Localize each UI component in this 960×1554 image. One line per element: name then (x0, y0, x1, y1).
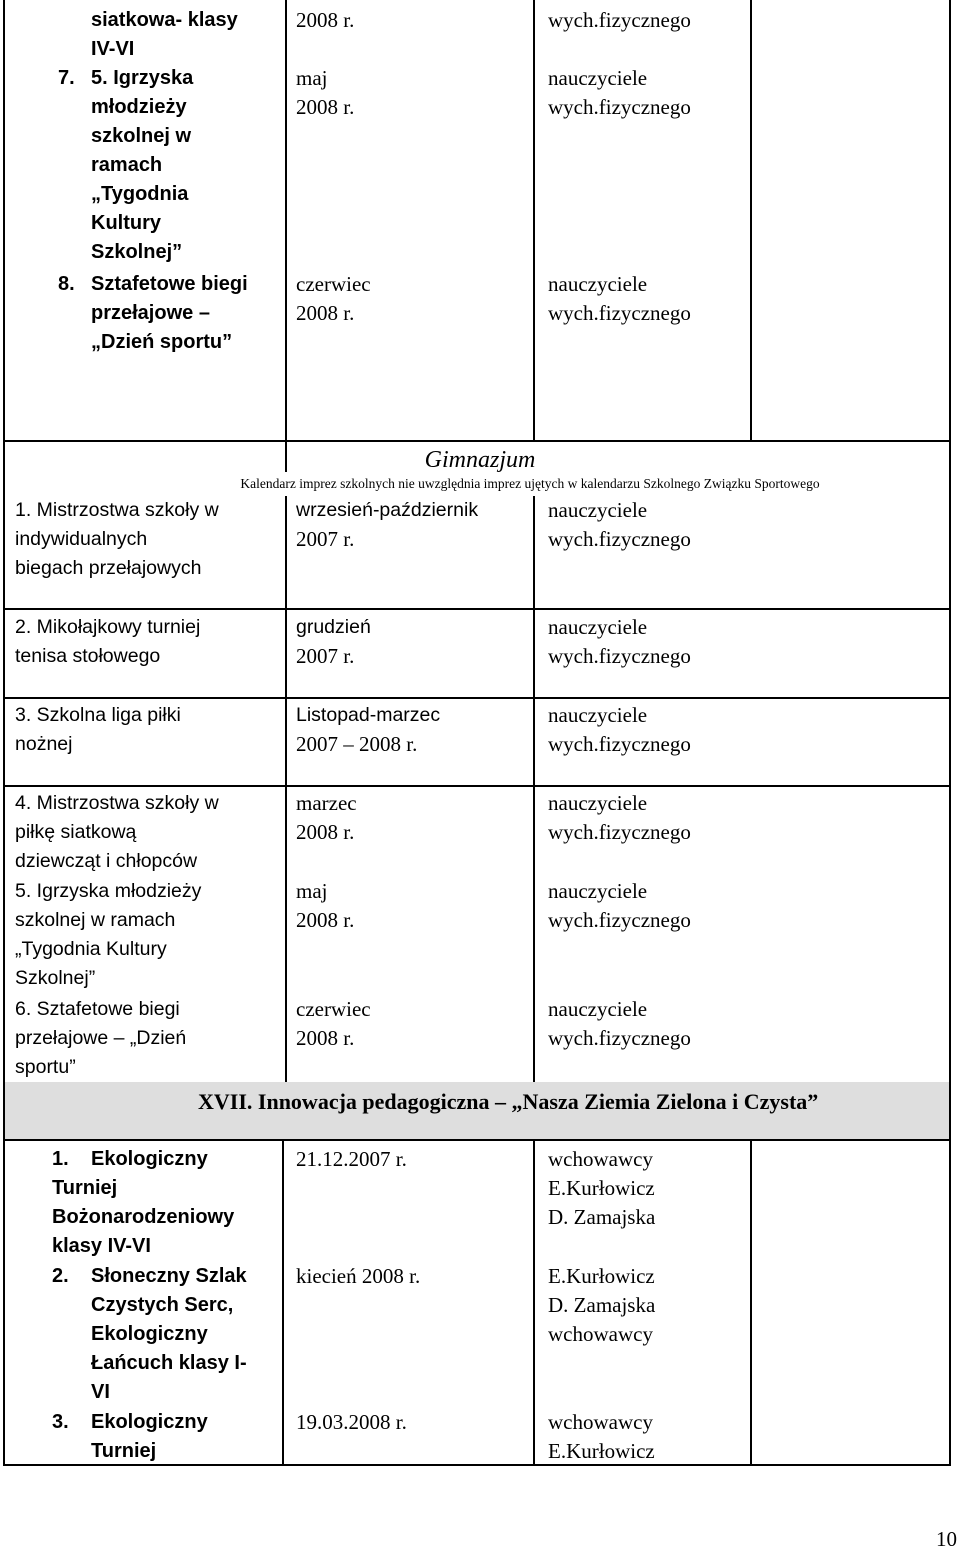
row-number: 1. (52, 1148, 69, 1170)
date-text: 2008 r. (296, 301, 355, 325)
responsible-text: wchowawcy (548, 1322, 653, 1346)
event-text: Turniej (91, 1440, 157, 1462)
event-text: piłkę siatkową (15, 821, 137, 843)
event-text: młodzieży (91, 96, 187, 118)
section-title: Gimnazjum (424, 447, 536, 473)
responsible-text: wych.fizycznego (548, 95, 691, 119)
responsible-text: wych.fizycznego (548, 732, 691, 756)
event-text: 5. Igrzyska (91, 67, 194, 89)
responsible-text: wych.fizycznego (548, 644, 691, 668)
date-text: czerwiec (296, 272, 371, 296)
responsible-text: wchowawcy (548, 1410, 653, 1434)
date-text: czerwiec (296, 997, 371, 1021)
section-subtitle: Kalendarz imprez szkolnych nie uwzględnia imprez ujętych w kalendarzu Szkolnego Związku Sportowego (240, 476, 820, 491)
event-text: szkolnej w ramach (15, 909, 176, 931)
date-text: 19.03.2008 r. (296, 1410, 407, 1434)
responsible-text: nauczyciele (548, 498, 648, 522)
event-text: tenisa stołowego (15, 645, 161, 667)
event-text: Bożonarodzeniowy (52, 1206, 235, 1228)
event-text: 4. Mistrzostwa szkoły w (15, 792, 219, 814)
date-text: 2008 r. (296, 8, 355, 32)
event-text: sportu” (15, 1056, 76, 1078)
row-number: 7. (58, 67, 75, 89)
event-text: „Tygodnia Kultury (15, 938, 167, 960)
event-text: Szkolnej” (91, 241, 183, 263)
date-text: kiecień 2008 r. (296, 1264, 421, 1288)
event-text: 3. Szkolna liga piłki (15, 704, 181, 726)
event-text: Słoneczny Szlak (91, 1265, 247, 1287)
event-text: „Dzień sportu” (91, 331, 233, 353)
row-number: 8. (58, 273, 75, 295)
event-text: nożnej (15, 733, 73, 755)
responsible-text: wych.fizycznego (548, 1026, 691, 1050)
event-text: klasy IV-VI (52, 1235, 151, 1257)
event-text: szkolnej w (91, 125, 192, 147)
date-text: marzec (296, 791, 357, 815)
event-text: dziewcząt i chłopców (15, 850, 198, 872)
date-text: 2007 r. (296, 527, 355, 551)
responsible-text: nauczyciele (548, 879, 648, 903)
event-text: przełajowe – (91, 302, 210, 324)
event-text: 6. Sztafetowe biegi (15, 998, 180, 1020)
responsible-text: D. Zamajska (548, 1293, 656, 1317)
date-text: maj (296, 66, 328, 90)
event-text: ramach (91, 154, 163, 176)
date-text: 2007 – 2008 r. (296, 732, 418, 756)
event-text: VI (91, 1381, 110, 1403)
responsible-text: wych.fizycznego (548, 527, 691, 551)
row-number: 2. (52, 1265, 69, 1287)
responsible-text: nauczyciele (548, 272, 648, 296)
event-text: Łańcuch klasy I- (91, 1352, 247, 1374)
date-text: 2007 r. (296, 644, 355, 668)
row-number: 3. (52, 1411, 69, 1433)
event-text: IV-VI (91, 38, 135, 60)
responsible-text: E.Kurłowicz (548, 1439, 655, 1463)
event-text: 2. Mikołajkowy turniej (15, 616, 201, 638)
date-text: maj (296, 879, 328, 903)
responsible-text: wych.fizycznego (548, 908, 691, 932)
date-text: Listopad-marzec (296, 704, 441, 726)
responsible-text: wych.fizycznego (548, 8, 691, 32)
event-text: Szkolnej” (15, 967, 96, 989)
event-text: „Tygodnia (91, 183, 189, 205)
responsible-text: nauczyciele (548, 997, 648, 1021)
responsible-text: nauczyciele (548, 791, 648, 815)
responsible-text: wchowawcy (548, 1147, 653, 1171)
date-text: 2008 r. (296, 95, 355, 119)
page-number: 10 (936, 1527, 957, 1551)
event-text: Czystych Serc, (91, 1294, 234, 1316)
event-text: Sztafetowe biegi (91, 273, 248, 295)
responsible-text: nauczyciele (548, 703, 648, 727)
event-text: Ekologiczny (91, 1148, 208, 1170)
date-text: 21.12.2007 r. (296, 1147, 407, 1171)
responsible-text: nauczyciele (548, 66, 648, 90)
responsible-text: D. Zamajska (548, 1205, 656, 1229)
event-text: Turniej (52, 1177, 118, 1199)
event-text: siatkowa- klasy (91, 9, 238, 31)
event-text: Ekologiczny (91, 1323, 208, 1345)
event-text: 5. Igrzyska młodzieży (15, 880, 202, 902)
event-text: Kultury (91, 212, 161, 234)
responsible-text: wych.fizycznego (548, 301, 691, 325)
responsible-text: nauczyciele (548, 615, 648, 639)
event-text: przełajowe – „Dzień (15, 1027, 187, 1049)
responsible-text: E.Kurłowicz (548, 1264, 655, 1288)
event-text: indywidualnych (15, 528, 148, 550)
date-text: 2008 r. (296, 1026, 355, 1050)
date-text: grudzień (296, 616, 371, 638)
date-text: 2008 r. (296, 820, 355, 844)
responsible-text: E.Kurłowicz (548, 1176, 655, 1200)
date-text: 2008 r. (296, 908, 355, 932)
section-heading: XVII. Innowacja pedagogiczna – „Nasza Ziemia Zielona i Czysta” (198, 1089, 819, 1114)
event-text: Ekologiczny (91, 1411, 208, 1433)
date-text: wrzesień-październik (296, 499, 479, 521)
event-text: biegach przełajowych (15, 557, 202, 579)
responsible-text: wych.fizycznego (548, 820, 691, 844)
event-text: 1. Mistrzostwa szkoły w (15, 499, 219, 521)
